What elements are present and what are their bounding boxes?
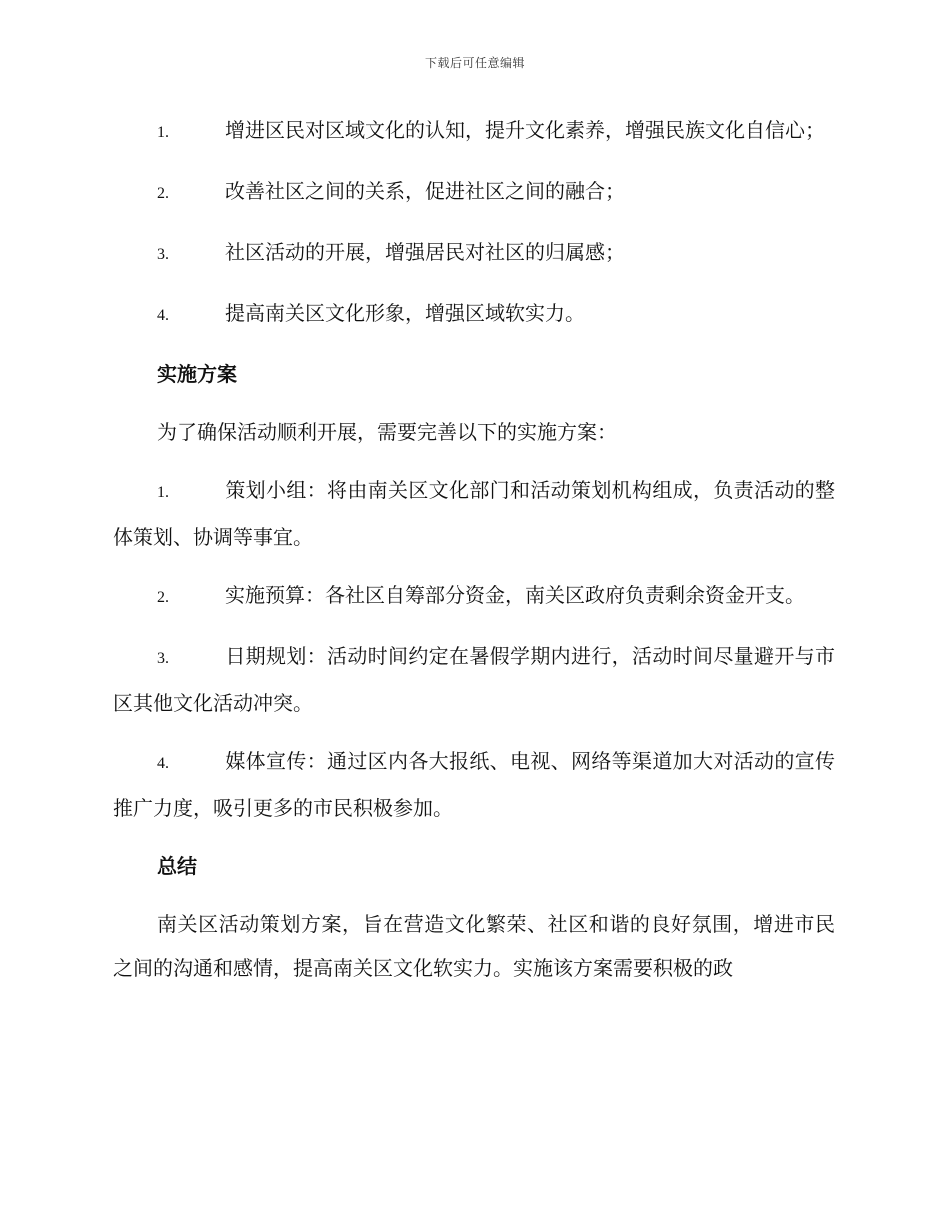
list-text: 媒体宣传：通过区内各大报纸、电视、网络等渠道加大对活动的宣传推广力度，吸引更多的市民积极参加。 (113, 749, 835, 820)
goal-item-3 (113, 230, 835, 277)
implementation-item-3 (113, 634, 835, 725)
section-heading-summary: 总结 (157, 854, 197, 878)
list-number: 2. (157, 589, 169, 606)
list-text: 社区活动的开展，增强居民对社区的归属感； (225, 240, 625, 264)
document-body (113, 108, 835, 1004)
implementation-item-1 (113, 468, 835, 559)
implementation-item-4 (113, 739, 835, 830)
implementation-item-2 (113, 573, 835, 620)
list-number: 1. (157, 124, 169, 141)
list-text: 日期规划：活动时间约定在暑假学期内进行，活动时间尽量避开与市区其他文化活动冲突。 (113, 644, 835, 715)
list-number: 3. (157, 246, 169, 263)
list-number: 4. (157, 307, 169, 324)
section-heading-implementation: 实施方案 (157, 362, 237, 386)
page-header: 下载后可任意编辑 (424, 56, 525, 70)
list-text: 策划小组：将由南关区文化部门和活动策划机构组成，负责活动的整体策划、协调等事宜。 (113, 478, 835, 549)
list-text: 提高南关区文化形象，增强区域软实力。 (225, 301, 585, 325)
summary-paragraph: 南关区活动策划方案，旨在营造文化繁荣、社区和谐的良好氛围，增进市民之间的沟通和感情，提高南关区文化软实力。实施该方案需要积极的政 (113, 912, 835, 980)
list-text: 改善社区之间的关系，促进社区之间的融合； (225, 179, 625, 203)
list-text: 增进区民对区域文化的认知，提升文化素养，增强民族文化自信心； (225, 118, 825, 142)
goal-item-4 (113, 291, 835, 338)
list-text: 实施预算：各社区自筹部分资金，南关区政府负责剩余资金开支。 (225, 583, 805, 607)
list-number: 2. (157, 185, 169, 202)
goal-item-1 (113, 108, 835, 155)
implementation-intro: 为了确保活动顺利开展，需要完善以下的实施方案： (157, 420, 617, 444)
list-number: 4. (157, 755, 169, 772)
list-number: 3. (157, 650, 169, 667)
goal-item-2 (113, 169, 835, 216)
list-number: 1. (157, 484, 169, 501)
